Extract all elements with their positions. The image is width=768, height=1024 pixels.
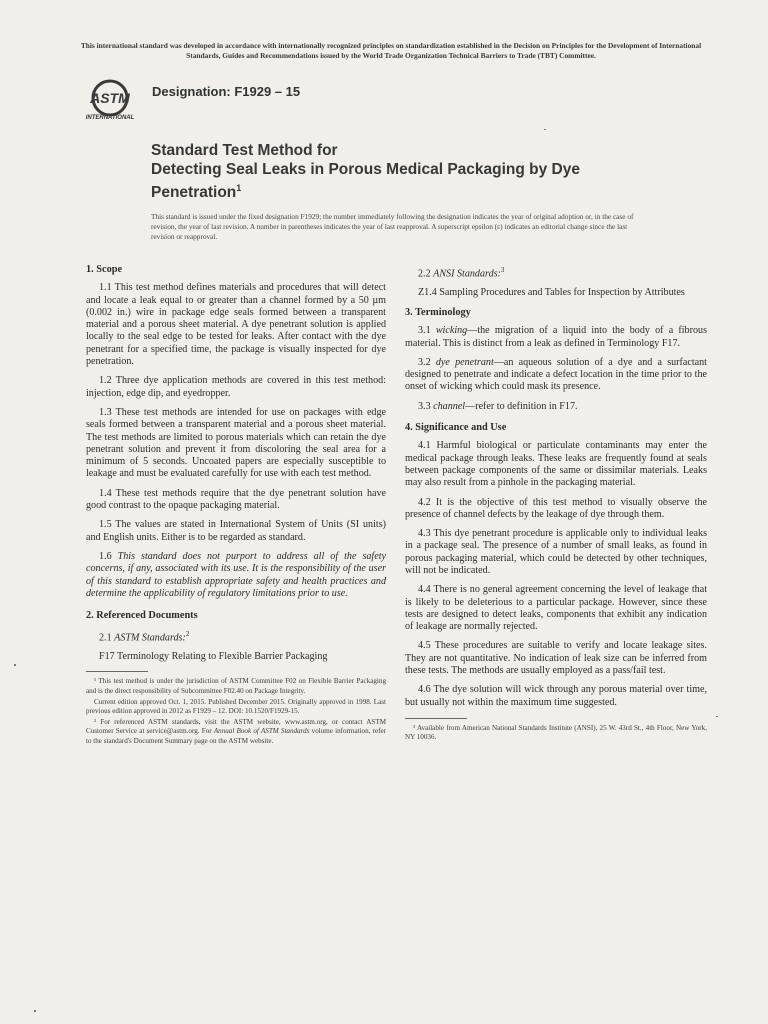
term-3-1-definition: —the migration of a liquid into the body of a fibrous material. This is distinct from a leak as defined in Terminology F17. xyxy=(405,325,707,349)
term-3-3-definition: —refer to definition in F17. xyxy=(465,400,578,412)
logo-mark: ASTM xyxy=(90,90,130,106)
title-line-2 xyxy=(151,160,641,202)
term-3-2-number: 3.2 xyxy=(418,356,431,368)
paragraph-4-5: 4.5 These procedures are suitable to verify and locate leakage sites. They are not quantitative. No indication of leak size can be inferred from these tests. The methods are usually employed as a pass/fail test. xyxy=(405,640,707,677)
ref-2-2-sup: 3 xyxy=(500,266,505,274)
paragraph-1-5: 1.5 The values are stated in International System of Units (SI units) and English units. Either is to be regarded as standard. xyxy=(86,519,386,543)
ref-2-2-number: 2.2 xyxy=(418,268,431,280)
term-3-3 xyxy=(405,401,707,413)
term-3-1 xyxy=(405,325,707,350)
ref-2-1-number: 2.1 xyxy=(99,632,112,644)
scan-speck xyxy=(716,716,718,717)
paragraph-1-1: 1.1 This test method defines materials and procedures that will detect and locate a leak equal to or greater than a channel formed by a 50 µm (0.002 in.) wire in package edge seals formed between a transparent material and a porous sheet material. A dye penetrant solution is applied locally to the seal edge to be tested for leaks. After contact with the dye penetrant for a specified time, the package is visually inspected for dye penetration. xyxy=(86,282,386,368)
section-heading-scope: 1. Scope xyxy=(86,264,123,275)
section-heading-referenced-documents: 2. Referenced Documents xyxy=(86,610,198,622)
title-text: Detecting Seal Leaks in Porous Medical Packaging by Dye Penetration xyxy=(151,161,580,202)
term-3-2 xyxy=(405,357,707,394)
paragraph-1-3: 1.3 These test methods are intended for use on packages with edge seals formed between a transparent material and a porous sheet material. The test methods are limited to porous materials which can retain the dye penetrant solution and prevent it from discoloring the seal area for a minimum of 5 seconds. Uncoated papers are especially susceptible to leakage and must be evaluated carefully for use with each test method. xyxy=(86,406,386,480)
paragraph-4-4: 4.4 There is no general agreement concerning the level of leakage that is likely to be deleterious to a particular package. However, since these tests are designed to detect leaks, components that exhibit any indication of leakage are normally rejected. xyxy=(405,584,707,633)
right-column xyxy=(405,264,707,744)
term-3-2-term: dye penetrant xyxy=(435,356,494,368)
footnote-1-dates: Current edition approved Oct. 1, 2015. Published December 2015. Originally approved in 1998. Last previous edition approved in 2012 as F1929 – 12. DOI: 10.1520/F1929-15. xyxy=(86,697,386,715)
ref-2-2 xyxy=(405,264,707,281)
footnote-2-pre: ² For referenced ASTM standards, visit the ASTM website, www.astm.org, or contact ASTM Customer Service at service@astm.org. For xyxy=(86,718,386,736)
wto-notice: This international standard was developed in accordance with internationally recognized principles on standardization established in the Decision on Principles for the Development of International Standards, Guides and Recommendations issued by the World Trade Organization Technical Barriers to Trade (TBT) Committee. xyxy=(80,41,702,60)
paragraph-1-4: 1.4 These test methods require that the dye penetrant solution have good contrast to the opaque packaging material. xyxy=(86,487,386,512)
term-3-2-definition: —an aqueous solution of a dye and a surfactant designed to penetrate and indicate a defect location in the time prior to the onset of wicking which could mask its presence. xyxy=(405,356,707,393)
term-3-3-number: 3.3 xyxy=(418,400,431,412)
title-footnote-mark: 1 xyxy=(236,183,242,193)
term-3-1-term: wicking xyxy=(435,325,468,337)
term-3-1-number: 3.1 xyxy=(418,325,431,337)
section-heading-terminology: 3. Terminology xyxy=(405,306,471,318)
paragraph-4-1: 4.1 Harmful biological or particulate contaminants may enter the medical package through leaks. These leaks are frequently found at seals between package components of the same or dissimilar materials. Leaks may also result from a pinhole in the packaging material. xyxy=(405,440,707,489)
scan-speck xyxy=(34,1010,36,1012)
left-column xyxy=(86,264,386,748)
paragraph-1-2: 1.2 Three dye application methods are covered in this test method: injection, edge dip, and eyedropper. xyxy=(86,375,386,399)
term-3-3-term: channel xyxy=(433,400,466,412)
paragraph-1-6-text: This standard does not purport to address all of the safety concerns, if any, associated with its use. It is the responsibility of the user of this standard to establish appropriate safety and health practices and determine the applicability of regulatory limitations prior to use. xyxy=(86,550,386,599)
section-heading-significance: 4. Significance and Use xyxy=(405,422,507,434)
paragraph-1-6-number: 1.6 xyxy=(99,550,112,562)
footnote-3: ³ Available from American National Standards Institute (ANSI), 25 W. 43rd St., 4th Floor, New York, NY 10036. xyxy=(405,723,707,742)
ref-2-1-sup: 2 xyxy=(185,630,190,639)
paragraph-1-6 xyxy=(86,551,386,600)
paragraph-4-3: 4.3 This dye penetrant procedure is applicable only to individual leaks in a package seal. The presence of a number of small leaks, as found in porous packaging material, which could be detected by other techniques, will not be indicated. xyxy=(405,528,707,576)
ref-f17: F17 Terminology Relating to Flexible Barrier Packaging xyxy=(99,651,328,663)
designation: Designation: F1929 – 15 xyxy=(152,84,301,99)
footnote-2-italic: Annual Book of ASTM Standards xyxy=(213,727,310,736)
footnote-rule xyxy=(86,671,148,672)
footnote-1: ¹ This test method is under the jurisdiction of ASTM Committee F02 on Flexible Barrier Packaging and is the direct responsibility of Subcommittee F02.40 on Package Integrity. xyxy=(86,677,386,695)
logo-international: INTERNATIONAL xyxy=(85,115,135,121)
footnote-2 xyxy=(86,718,386,746)
scan-speck xyxy=(544,129,546,130)
scan-speck xyxy=(14,664,16,666)
ref-2-1-label: ASTM Standards: xyxy=(114,632,186,644)
footnote-2-post: volume information, refer to the standard's Document Summary page on the ASTM website. xyxy=(86,727,387,745)
issued-note: This standard is issued under the fixed designation F1929; the number immediately following the designation indicates the year of original adoption or, in the case of revision, the year of last revision. A number in parentheses indicates the year of last reapproval. A superscript epsilon (ε) indicates an editorial change since the last revision or reapproval. xyxy=(151,212,634,241)
ref-2-1 xyxy=(86,628,386,645)
paragraph-4-6: 4.6 The dye solution will wick through any porous material over time, but usually not within the maximum time suggested. xyxy=(405,684,707,708)
paragraph-4-2: 4.2 It is the objective of this test method to visually observe the presence of channel defects by the leakage of dye through them. xyxy=(405,496,707,520)
ref-2-2-label: ANSI Standards: xyxy=(433,268,501,280)
title-line-1: Standard Test Method for xyxy=(151,142,338,159)
ref-z14: Z1.4 Sampling Procedures and Tables for Inspection by Attributes xyxy=(418,286,685,298)
footnote-rule-right xyxy=(405,718,467,719)
